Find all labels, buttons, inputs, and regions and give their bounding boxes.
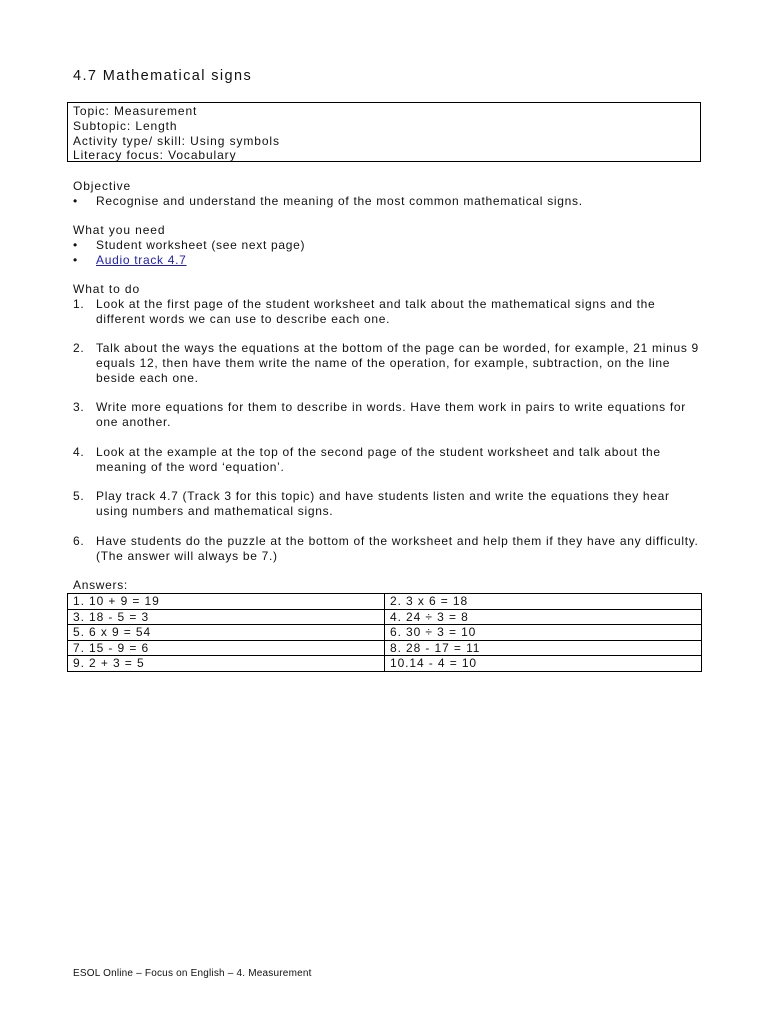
- bullet-icon: •: [73, 253, 78, 267]
- answers-table: [67, 593, 702, 672]
- activity-type-line: Activity type/ skill: Using symbols: [73, 133, 280, 148]
- answer-cell: 8. 28 - 17 = 11: [385, 640, 702, 656]
- step-number: 5.: [73, 489, 85, 503]
- page-title: 4.7 Mathematical signs: [73, 68, 253, 84]
- table-row: [68, 625, 702, 641]
- step-text: Have students do the puzzle at the bottom of the worksheet and help them if they have any difficulty. (The answer will always be 7.): [96, 534, 699, 563]
- bullet-icon: •: [73, 238, 78, 252]
- step-text: Look at the example at the top of the second page of the student worksheet and talk about the meaning of the word ‘equation’.: [96, 445, 661, 474]
- step-number: 1.: [73, 297, 85, 311]
- step-text: Write more equations for them to describe in words. Have them work in pairs to write equations for one another.: [96, 400, 686, 429]
- step-3: [73, 400, 703, 430]
- step-4: [73, 445, 703, 475]
- objective-item: [73, 194, 583, 209]
- step-number: 2.: [73, 341, 85, 355]
- answer-cell: 4. 24 ÷ 3 = 8: [385, 609, 702, 625]
- step-6: [73, 534, 703, 564]
- step-1: [73, 297, 703, 327]
- step-5: [73, 489, 703, 519]
- step-number: 4.: [73, 445, 85, 459]
- table-row: [68, 594, 702, 610]
- step-text: Play track 4.7 (Track 3 for this topic) and have students listen and write the equations they hear using numbers and mathematical signs.: [96, 489, 670, 518]
- need-item-text: Student worksheet (see next page): [96, 238, 306, 252]
- activity-info-box: [67, 102, 701, 162]
- table-row: [68, 656, 702, 672]
- table-row: [68, 609, 702, 625]
- answer-cell: 10.14 - 4 = 10: [385, 656, 702, 672]
- step-number: 3.: [73, 400, 85, 414]
- answer-cell: 3. 18 - 5 = 3: [68, 609, 385, 625]
- table-row: [68, 640, 702, 656]
- step-2: [73, 341, 703, 385]
- answers-label: Answers:: [73, 578, 128, 592]
- step-number: 6.: [73, 534, 85, 548]
- objective-text: Recognise and understand the meaning of the most common mathematical signs.: [96, 194, 583, 208]
- answer-cell: 7. 15 - 9 = 6: [68, 640, 385, 656]
- need-item-audio: [73, 253, 187, 268]
- need-item-worksheet: [73, 238, 305, 253]
- subtopic-line: Subtopic: Length: [73, 118, 178, 133]
- objective-heading: Objective: [73, 179, 132, 193]
- answer-cell: 2. 3 x 6 = 18: [385, 594, 702, 610]
- what-you-need-heading: What you need: [73, 223, 166, 237]
- answer-cell: 9. 2 + 3 = 5: [68, 656, 385, 672]
- what-to-do-heading: What to do: [73, 282, 141, 296]
- answer-cell: 5. 6 x 9 = 54: [68, 625, 385, 641]
- page-footer: ESOL Online – Focus on English – 4. Measurement: [73, 968, 312, 979]
- step-text: Talk about the ways the equations at the bottom of the page can be worded, for example, 21 minus 9 equals 12, then have them write the name of the operation, for example, subtraction, on the line beside each one.: [96, 341, 699, 385]
- literacy-focus-line: Literacy focus: Vocabulary: [73, 148, 237, 163]
- bullet-icon: •: [73, 194, 78, 208]
- answer-cell: 1. 10 + 9 = 19: [68, 594, 385, 610]
- topic-line: Topic: Measurement: [73, 104, 198, 118]
- step-text: Look at the first page of the student worksheet and talk about the mathematical signs and the different words we can use to describe each one.: [96, 297, 656, 326]
- audio-track-link[interactable]: Audio track 4.7: [96, 253, 187, 267]
- answer-cell: 6. 30 ÷ 3 = 10: [385, 625, 702, 641]
